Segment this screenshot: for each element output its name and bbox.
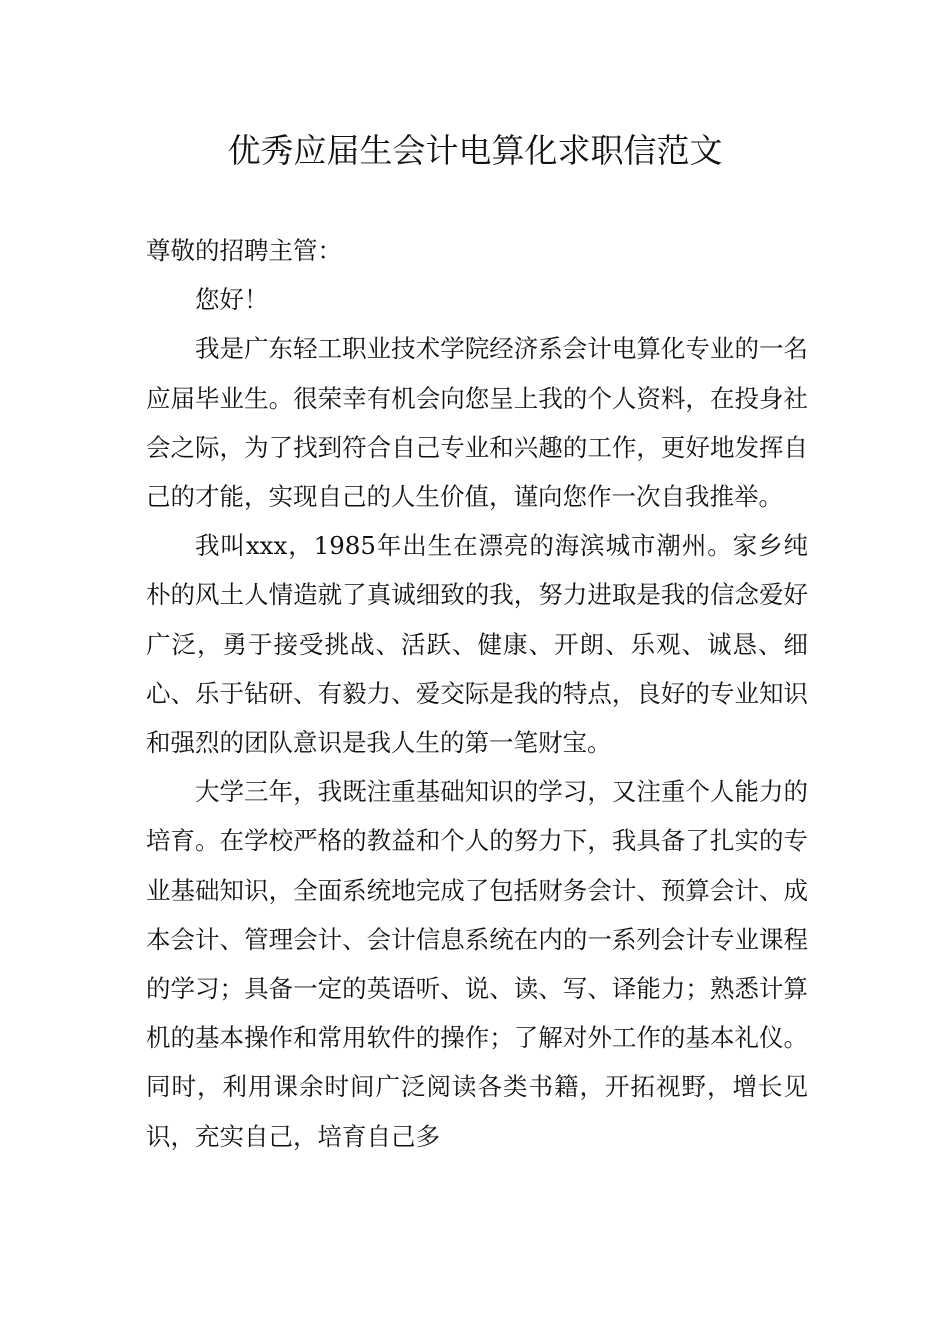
paragraph-education: 大学三年，我既注重基础知识的学习，又注重个人能力的培育。在学校严格的教益和个人的努力下，我具备了扎实的专业基础知识，全面系统地完成了包括财务会计、预算会计、成本会计、管理会计、会计信息系统在内的一系列会计专业课程的学习；具备一定的英语听、说、读、写、译能力；熟悉计算机的基本操作和常用软件的操作；了解对外工作的基本礼仪。同时，利用课余时间广泛阅读各类书籍，开拓视野，增长见识，充实自己，培育自己多	[146, 777, 808, 1151]
greeting: 您好！	[195, 285, 269, 315]
paragraph-intro: 我是广东轻工职业技术学院经济系会计电算化专业的一名应届毕业生。很荣幸有机会向您呈上我的个人资料，在投身社会之际，为了找到符合自己专业和兴趣的工作，更好地发挥自己的才能，实现自己的人生价值，谨向您作一次自我推举。	[146, 334, 808, 512]
salutation: 尊敬的招聘主管：	[146, 236, 342, 265]
letter-body	[146, 226, 808, 1161]
document-title: 优秀应届生会计电算化求职信范文	[227, 131, 723, 170]
paragraph-personal: 我叫xxx，1985年出生在漂亮的海滨城市潮州。家乡纯朴的风土人情造就了真诚细致的我，努力进取是我的信念爱好广泛，勇于接受挑战、活跃、健康、开朗、乐观、诚恳、细心、乐于钻研、有毅力、爱交际是我的特点，良好的专业知识和强烈的团队意识是我人生的第一笔财宝。	[146, 531, 808, 758]
